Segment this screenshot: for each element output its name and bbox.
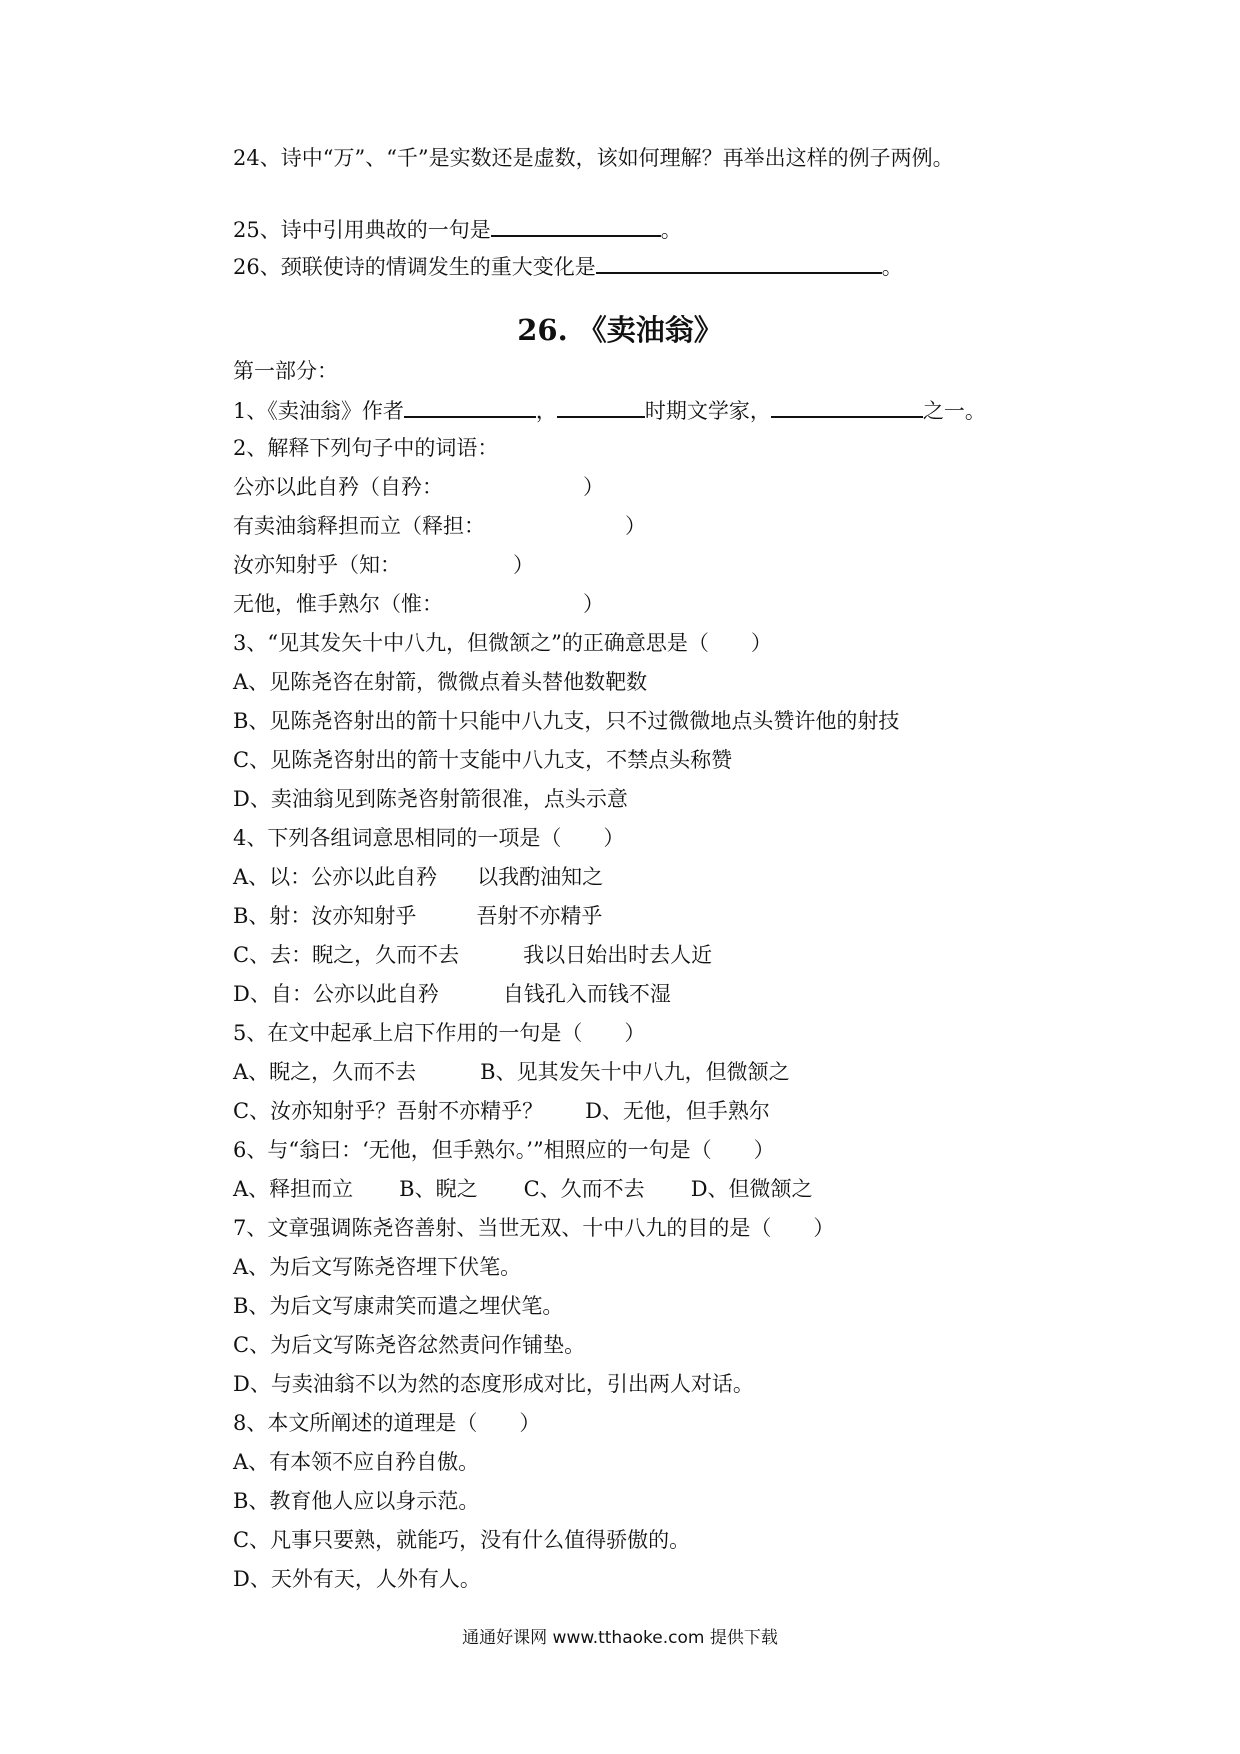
question-1-sep: ， [535, 399, 557, 423]
part-one-heading: 第一部分： [233, 359, 338, 383]
answer-blank [596, 250, 882, 274]
item-close: ） [513, 553, 534, 577]
option: B、为后文写康肃笑而遣之埋伏笔。 [233, 1294, 564, 1318]
item-close: ） [583, 592, 604, 616]
option: C、汝亦知射乎？吾射不亦精乎？ [233, 1099, 544, 1123]
option: D、但微颔之 [690, 1177, 813, 1201]
question-1-text: 1、《卖油翁》作者 [233, 399, 404, 423]
question-6-stem: 6、与“翁曰：‘无他，但手熟尔。’”相照应的一句是（ ） [233, 1138, 775, 1162]
option: C、凡事只要熟，就能巧，没有什么值得骄傲的。 [233, 1528, 691, 1552]
question-1-mid: 时期文学家， [644, 399, 771, 423]
item-text: 有卖油翁释担而立（释担： [233, 514, 485, 538]
answer-blank [491, 213, 661, 237]
option: A、有本领不应自矜自傲。 [233, 1450, 480, 1474]
option-part-a: D、自：公亦以此自矜 [233, 982, 439, 1006]
option: B、教育他人应以身示范。 [233, 1489, 480, 1513]
question-2-item [233, 511, 646, 541]
question-26 [233, 250, 903, 282]
question-25-text: 25、诗中引用典故的一句是 [233, 218, 491, 242]
question-2-item [233, 550, 534, 580]
question-25 [233, 213, 682, 245]
item-text: 无他，惟手熟尔（惟： [233, 592, 443, 616]
question-2-item [233, 472, 604, 502]
option-part-b: 我以日始出时去人近 [523, 943, 713, 967]
option [233, 862, 603, 892]
option: C、为后文写陈尧咨忿然责问作铺垫。 [233, 1333, 586, 1357]
option: B、睨之 [399, 1177, 478, 1201]
question-2-stem: 2、解释下列句子中的词语： [233, 436, 499, 460]
question-1 [233, 394, 986, 426]
period-blank [557, 394, 645, 418]
question-4-stem: 4、下列各组词意思相同的一项是（ ） [233, 826, 625, 850]
option: D、卖油翁见到陈尧咨射箭很准，点头示意 [233, 787, 628, 811]
option-part-b: 自钱孔入而钱不湿 [502, 982, 671, 1006]
question-5-stem: 5、在文中起承上启下作用的一句是（ ） [233, 1021, 646, 1045]
question-3-stem: 3、“见其发矢十中八九，但微颔之”的正确意思是（ ） [233, 631, 772, 655]
option [233, 901, 602, 931]
option: D、天外有天，人外有人。 [233, 1567, 481, 1591]
option: A、释担而立 [233, 1177, 354, 1201]
item-close: ） [625, 514, 646, 538]
item-text: 汝亦知射乎（知： [233, 553, 401, 577]
option: B、见陈尧咨射出的箭十只能中八九支，只不过微微地点头赞许他的射技 [233, 709, 900, 733]
option: A、见陈尧咨在射箭，微微点着头替他数靶数 [233, 670, 648, 694]
option: D、无他，但手熟尔 [585, 1099, 770, 1123]
lesson-title: 26. 《卖油翁》 [517, 313, 723, 347]
question-26-end: 。 [881, 255, 903, 279]
question-26-text: 26、颈联使诗的情调发生的重大变化是 [233, 255, 596, 279]
group-blank [771, 394, 923, 418]
option [233, 979, 671, 1009]
option: D、与卖油翁不以为然的态度形成对比，引出两人对话。 [233, 1372, 754, 1396]
option-row [233, 1174, 813, 1204]
option: C、久而不去 [523, 1177, 645, 1201]
option-part-b: 吾射不亦精乎 [476, 904, 603, 928]
author-blank [404, 394, 536, 418]
item-text: 公亦以此自矜（自矜： [233, 475, 443, 499]
page-footer: 通通好课网 www.tthaoke.com 提供下载 [462, 1628, 778, 1648]
option: A、睨之，久而不去 [233, 1060, 417, 1084]
option-part-a: A、以：公亦以此自矜 [233, 865, 438, 889]
option: C、见陈尧咨射出的箭十支能中八九支，不禁点头称赞 [233, 748, 733, 772]
option-part-a: C、去：睨之，久而不去 [233, 943, 460, 967]
option [233, 940, 712, 970]
question-24: 24、诗中“万”、“千”是实数还是虚数，该如何理解？再举出这样的例子两例。 [233, 146, 954, 170]
question-7-stem: 7、文章强调陈尧咨善射、当世无双、十中八九的目的是（ ） [233, 1216, 835, 1240]
question-1-end: 之一。 [922, 399, 986, 423]
question-2-item [233, 589, 604, 619]
option-row [233, 1057, 790, 1087]
option-part-a: B、射：汝亦知射乎 [233, 904, 417, 928]
question-25-end: 。 [660, 218, 682, 242]
option: A、为后文写陈尧咨埋下伏笔。 [233, 1255, 522, 1279]
option: B、见其发矢十中八九，但微颔之 [480, 1060, 790, 1084]
question-8-stem: 8、本文所阐述的道理是（ ） [233, 1411, 541, 1435]
option-part-b: 以我酌油知之 [477, 865, 604, 889]
item-close: ） [583, 475, 604, 499]
option-row [233, 1096, 770, 1126]
